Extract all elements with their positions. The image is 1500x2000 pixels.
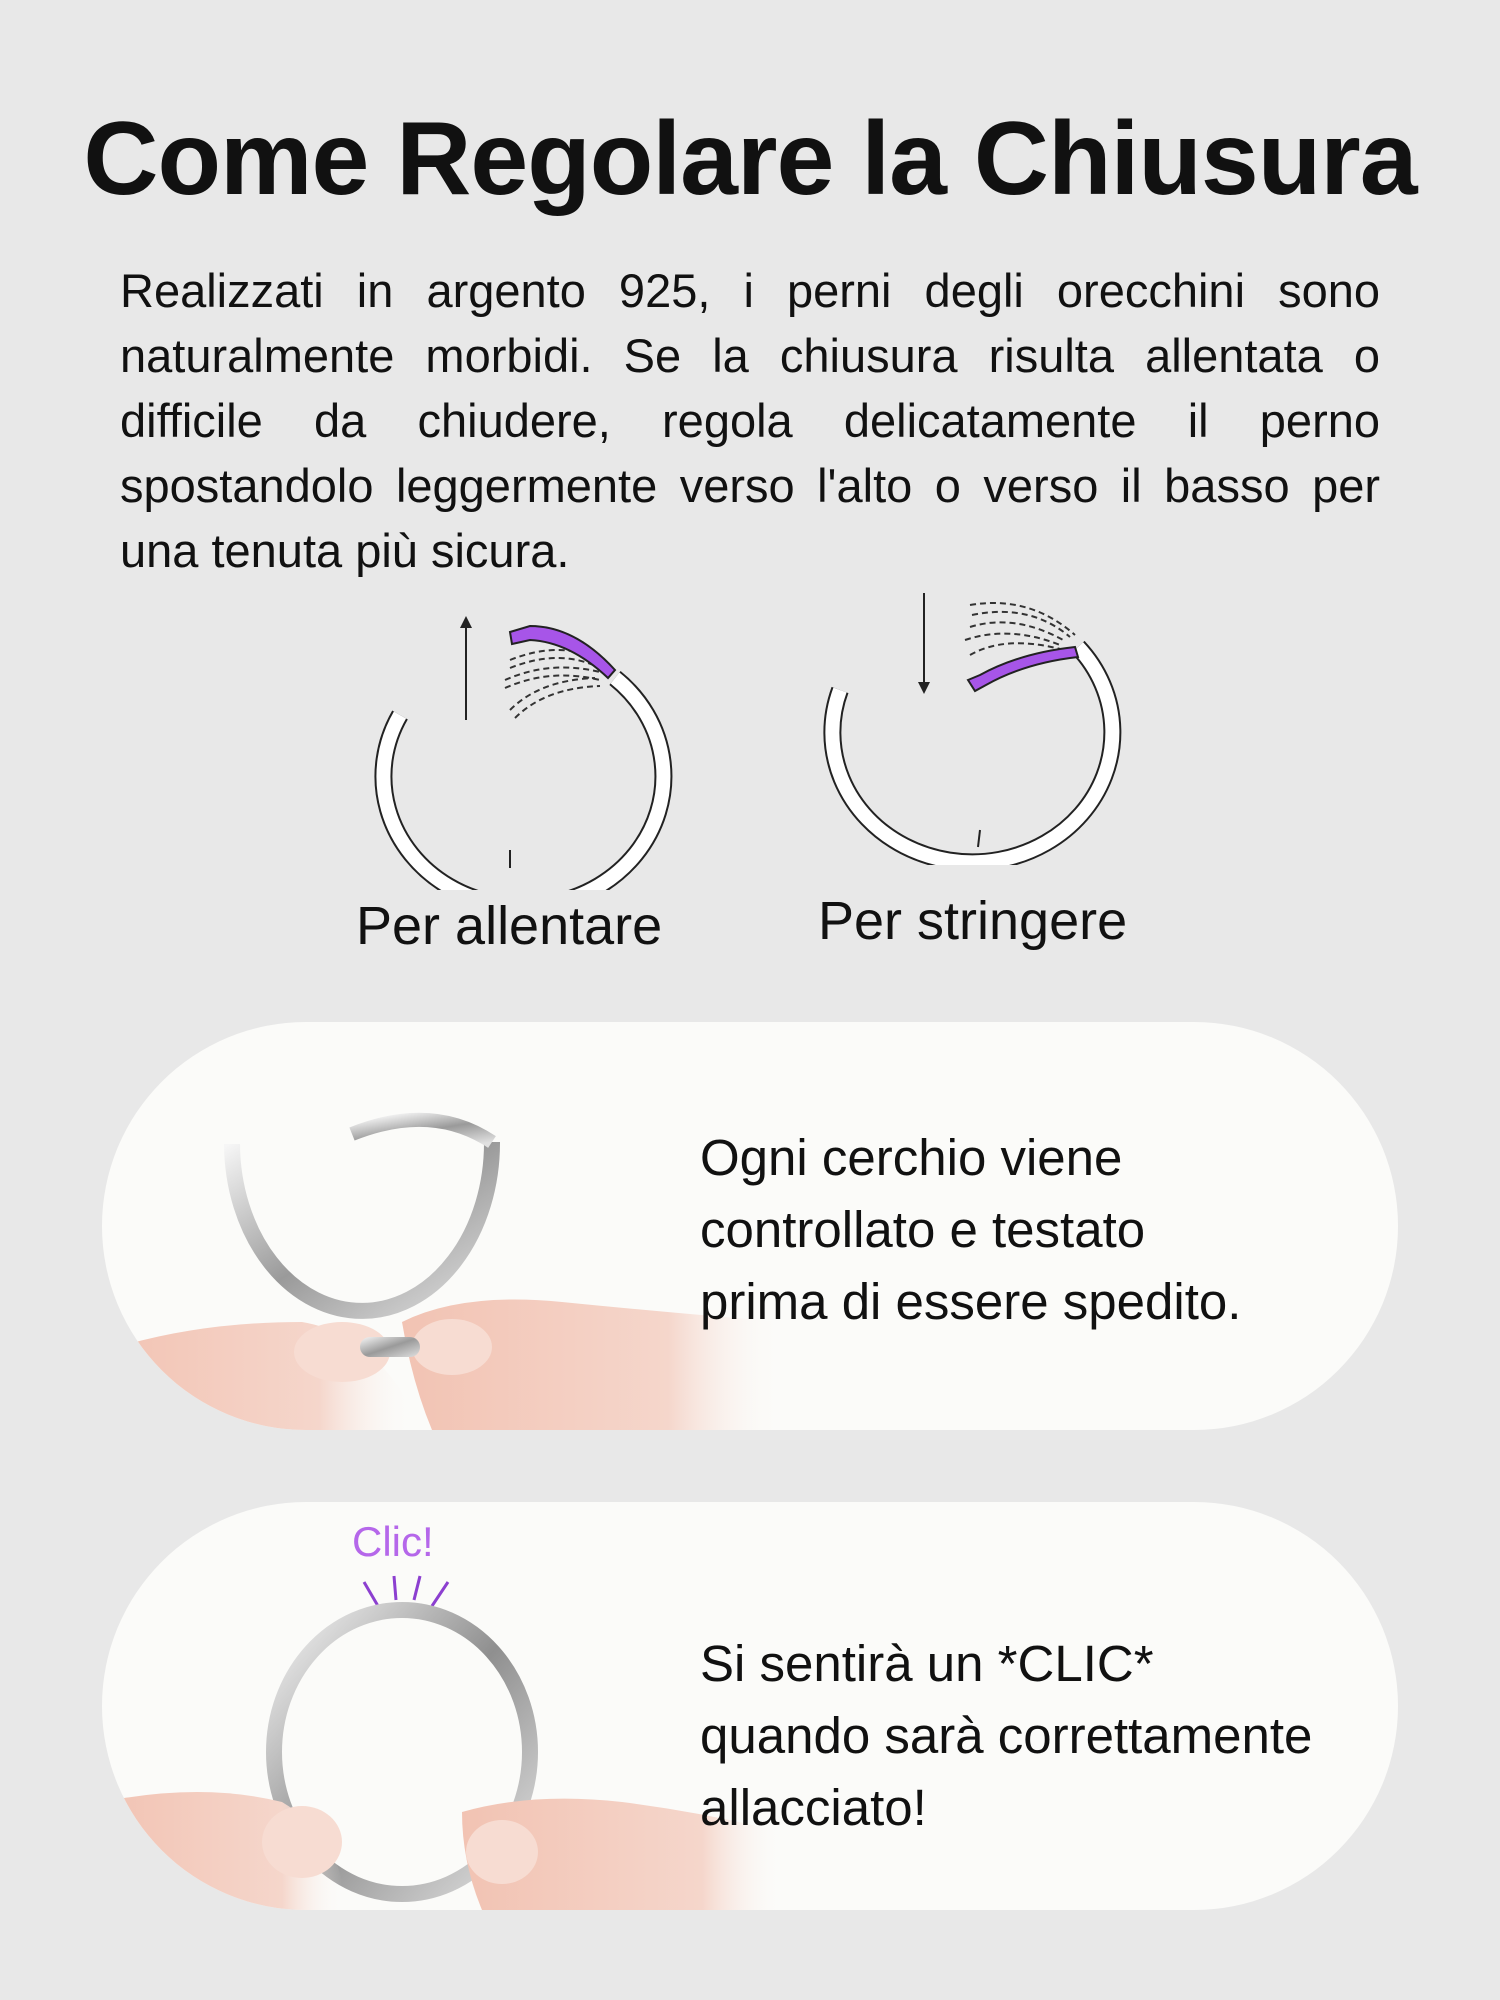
closed-hoop-in-fingers-photo xyxy=(102,1502,782,1910)
tighten-diagram xyxy=(820,585,1140,865)
card-line: prima di essere spedito. xyxy=(700,1273,1242,1330)
card-line: Si sentirà un *CLIC* xyxy=(700,1635,1154,1692)
card-line: quando sarà correttamente xyxy=(700,1707,1313,1764)
loosen-diagram xyxy=(360,600,680,890)
intro-paragraph: Realizzati in argento 925, i perni degli orecchini sono naturalmente morbidi. Se la chiusura risulta allentata o difficile da chiudere, regola delicatamente il perno spostandolo leggermente verso l'alto o verso il basso per una tenuta più sicura. xyxy=(120,264,1380,577)
loosen-label: Per allentare xyxy=(356,896,663,956)
dashed-pin-icon xyxy=(965,603,1075,655)
click-closure-text xyxy=(700,1628,1312,1844)
card-line: controllato e testato xyxy=(700,1201,1146,1258)
card-line: Ogni cerchio viene xyxy=(700,1129,1123,1186)
click-closure-card xyxy=(102,1502,1398,1910)
pin-icon xyxy=(510,626,615,678)
card-line: allacciato! xyxy=(700,1779,927,1836)
pin-icon xyxy=(968,647,1078,691)
click-lines-icon xyxy=(364,1576,448,1606)
quality-check-text xyxy=(700,1122,1241,1338)
hoop-in-fingers-photo xyxy=(102,1022,782,1430)
quality-check-card xyxy=(102,1022,1398,1430)
arrow-up-icon xyxy=(460,616,472,720)
arrow-down-icon xyxy=(918,593,930,694)
tighten-label: Per stringere xyxy=(818,891,1128,951)
click-badge: Clic! xyxy=(352,1518,434,1565)
page-title: Come Regolare la Chiusura xyxy=(83,101,1417,217)
